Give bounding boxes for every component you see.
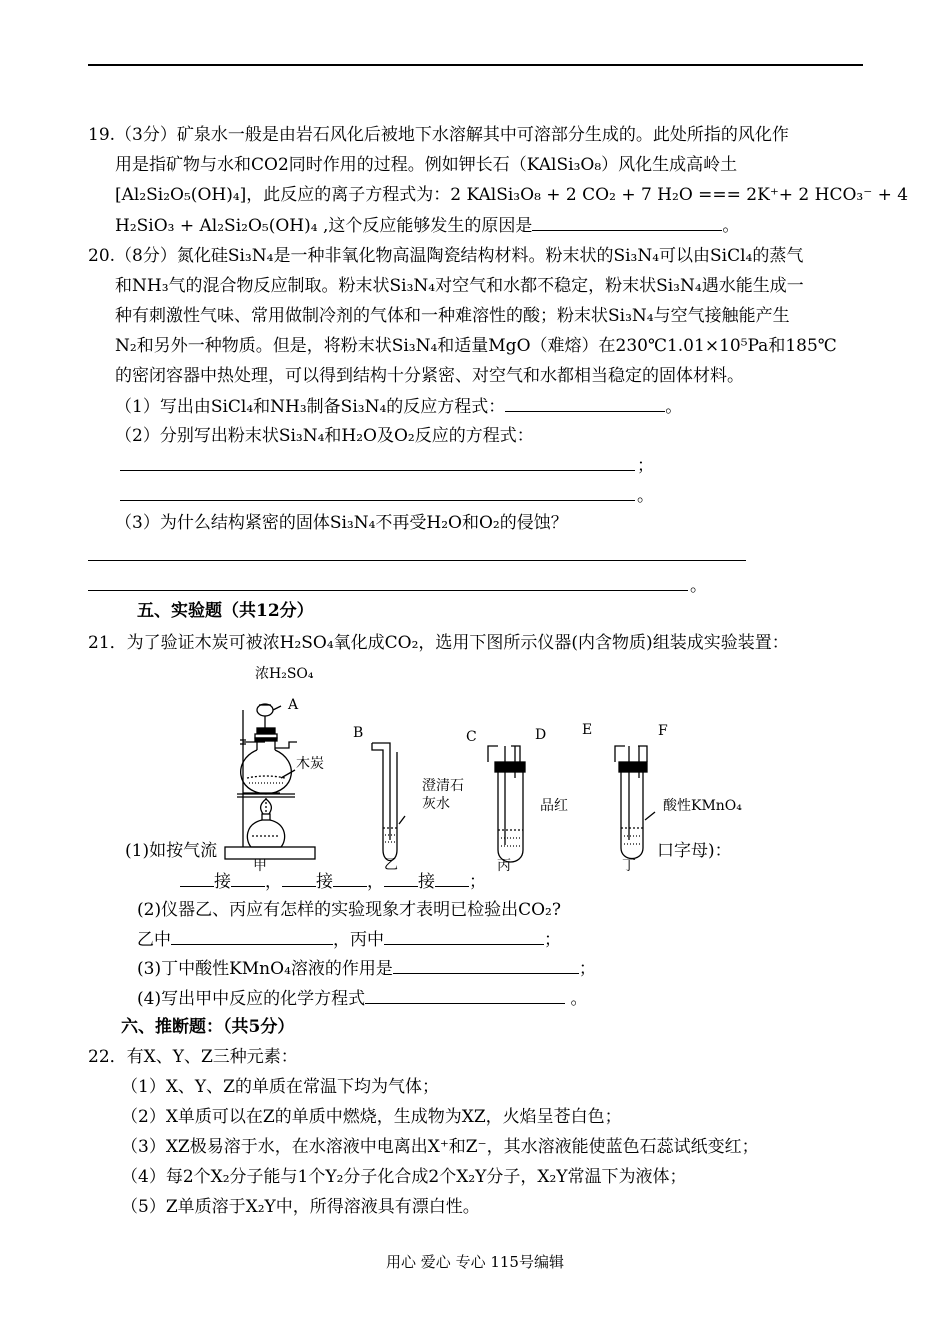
q20-part-3: （3）为什么结构紧密的固体Si₃N₄不再受H₂O和O₂的侵蚀？ (115, 513, 568, 533)
q19-line-1: 19.（3分）矿泉水一般是由岩石风化后被地下水溶解其中可溶部分生成的。此处所指的风化作 (88, 125, 789, 145)
label-D: D (535, 727, 547, 743)
q20-part-1-blank[interactable] (505, 395, 665, 412)
label-jia: 甲 (253, 858, 267, 874)
connect-comma-1: ， (265, 872, 282, 892)
q20-part-1-end: 。 (665, 397, 683, 417)
q22-clue-5: （5）Z单质溶于X₂Y中，所得溶液具有漂白性。 (121, 1197, 480, 1217)
q21-stem: 21．为了验证木炭可被浓H₂SO₄氧化成CO₂，选用下图所示仪器(内含物质)组装成实验装置： (88, 633, 789, 653)
q20-semicolon: ； (637, 456, 654, 476)
apparatus-ding (615, 746, 655, 859)
q20-part-3-blank-2[interactable] (88, 590, 688, 591)
label-C: C (466, 729, 477, 745)
q20-line-5: 的密闭容器中热处理，可以得到结构十分紧密、对空气和水都相当稳定的固体材料。 (115, 366, 744, 386)
q19-line-4-end: 。 (722, 216, 740, 236)
q21-part-3 (137, 957, 596, 980)
q20-part-3-blank-1[interactable] (88, 560, 746, 561)
label-yi: 乙 (384, 857, 398, 873)
q21-part-4-blank[interactable] (365, 987, 565, 1004)
q20-part-2-blank-1[interactable] (120, 470, 635, 471)
q21-part-1-a: (1)如按气流 (125, 841, 218, 861)
q21-part-4 (137, 987, 588, 1010)
q22-clue-3: （3）XZ极易溶于水，在水溶液中电离出X⁺和Z⁻，其水溶液能使蓝色石蕊试纸变红； (121, 1137, 759, 1157)
connect-word-1: 接 (214, 872, 231, 892)
q21-part-3-blank[interactable] (393, 957, 579, 974)
q22-clue-2: （2）X单质可以在Z的单质中燃烧，生成物为XZ，火焰呈苍白色； (121, 1107, 622, 1127)
connect-blank-2[interactable] (231, 870, 265, 887)
connect-blank-6[interactable] (435, 870, 469, 887)
label-ding: 丁 (622, 858, 636, 874)
q19-line-4 (115, 214, 739, 237)
apparatus-bing (488, 746, 525, 862)
q21-part-2-answers (137, 928, 561, 951)
q20-part-2: （2）分别写出粉末状Si₃N₄和H₂O及O₂反应的方程式： (115, 426, 534, 446)
q21-part-4-end: 。 (565, 989, 588, 1009)
q21-connect-row (180, 870, 486, 893)
q20-part-1-text: （1）写出由SiCl₄和NH₃制备Si₃N₄的反应方程式： (115, 397, 506, 417)
q22-clue-1: （1）X、Y、Z的单质在常温下均为气体； (121, 1077, 439, 1097)
connect-blank-1[interactable] (180, 870, 214, 887)
connect-blank-3[interactable] (282, 870, 316, 887)
label-charcoal: 木炭 (296, 756, 324, 772)
q20-part-2-blank-2[interactable] (120, 500, 635, 501)
connect-semicolon: ； (469, 872, 486, 892)
yi-answer-blank[interactable] (171, 928, 333, 945)
connect-blank-5[interactable] (384, 870, 418, 887)
label-kmno4: 酸性KMnO₄ (663, 798, 742, 814)
label-conc-h2so4: 浓H₂SO₄ (255, 666, 314, 682)
q22-stem: 22．有X、Y、Z三种元素： (88, 1047, 298, 1067)
q19-line-2: 用是指矿物与水和CO2同时作用的过程。例如钾长石（KAlSi₃O₈）风化生成高岭土 (115, 155, 738, 175)
label-F: F (658, 723, 668, 739)
q20-period: 。 (637, 486, 654, 506)
label-bing: 丙 (497, 858, 511, 874)
q21-part-3-semicolon: ； (578, 959, 596, 979)
connect-comma-2: ， (367, 872, 384, 892)
q20-part-1 (115, 395, 682, 418)
q19-line-3: [Al₂Si₂O₅(OH)₄]，此反应的离子方程式为：2 KAlSi₃O₈ + 2 CO₂ + 7 H₂O === 2K⁺+ 2 HCO₃⁻ + 4 (115, 185, 909, 205)
q20-line-4: N₂和另外一种物质。但是，将粉末状Si₃N₄和适量MgO（难熔）在230℃1.01×10⁵Pa和185℃ (115, 336, 837, 356)
q20-line-3: 种有刺激性气味、常用做制冷剂的气体和一种难溶性的酸；粉末状Si₃N₄与空气接触能产生 (115, 306, 790, 326)
header-rule (88, 64, 863, 66)
label-E: E (582, 722, 593, 738)
bing-in-label: ，丙中 (333, 930, 384, 950)
q21-part-4-text: (4)写出甲中反应的化学方程式 (137, 989, 366, 1009)
q21-part-3-text: (3)丁中酸性KMnO₄溶液的作用是 (137, 959, 393, 979)
q20-line-1: 20.（8分）氮化硅Si₃N₄是一种非氧化物高温陶瓷结构材料。粉末状的Si₃N₄可以由SiCl₄的蒸气 (88, 246, 804, 266)
q19-answer-blank[interactable] (532, 214, 722, 231)
q21-part-2: (2)仪器乙、丙应有怎样的实验现象才表明已检验出CO₂? (137, 900, 561, 920)
q21-part-1-b: 口字母)： (657, 841, 732, 861)
bing-answer-blank[interactable] (384, 928, 544, 945)
apparatus-yi (372, 743, 405, 861)
yi-in-label: 乙中 (137, 930, 171, 950)
section-5-heading: 五、实验题（共12分） (137, 601, 314, 621)
label-limewater-1: 澄清石 (422, 778, 464, 794)
label-A: A (288, 697, 299, 713)
q20-part-3-end: 。 (690, 576, 707, 596)
apparatus-jia (225, 704, 315, 859)
q21-part-2-semicolon: ； (544, 930, 561, 950)
label-limewater-2: 灰水 (422, 796, 450, 812)
q22-clue-4: （4）每2个X₂分子能与1个Y₂分子化合成2个X₂Y分子，X₂Y常温下为液体； (121, 1167, 687, 1187)
q19-line-4-text: H₂SiO₃ + Al₂Si₂O₅(OH)₄ ,这个反应能够发生的原因是 (115, 216, 533, 236)
connect-blank-4[interactable] (333, 870, 367, 887)
section-6-heading: 六、推断题：（共5分） (121, 1017, 295, 1037)
q20-line-2: 和NH₃气的混合物反应制取。粉末状Si₃N₄对空气和水都不稳定，粉末状Si₃N₄遇水能生成一 (115, 276, 804, 296)
label-B: B (353, 725, 364, 741)
label-pinhong: 品红 (540, 798, 568, 814)
connect-word-2: 接 (316, 872, 333, 892)
connect-word-3: 接 (418, 872, 435, 892)
page-footer: 用心 爱心 专心 115号编辑 (386, 1253, 564, 1271)
